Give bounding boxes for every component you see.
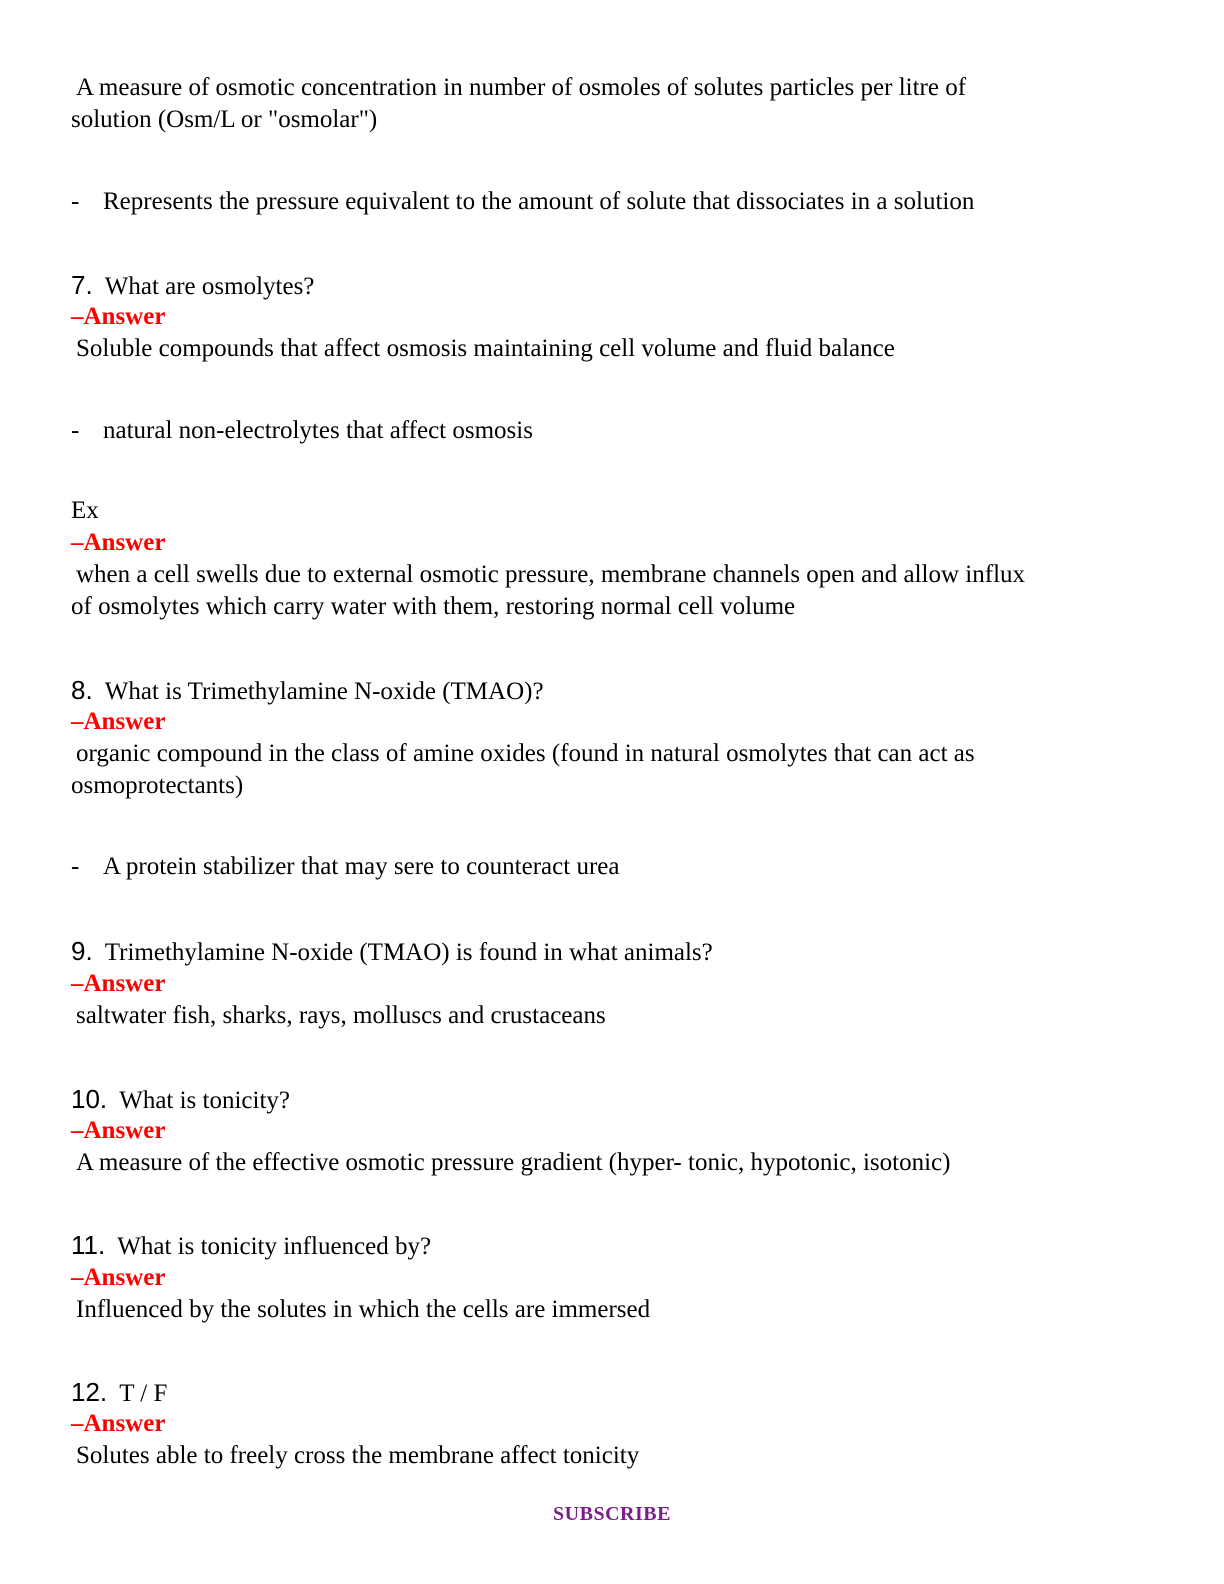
answer-label: –Answer: [71, 303, 166, 330]
q8-bullet-text: A protein stabilizer that may sere to counteract urea: [103, 853, 620, 880]
subscribe-link[interactable]: SUBSCRIBE: [553, 1503, 671, 1525]
bullet-dash: -: [71, 188, 80, 215]
answer-text: A measure of the effective osmotic pressure gradient (hyper- tonic, hypotonic, isotonic): [76, 1149, 951, 1176]
question-text: What is tonicity influenced by?: [117, 1233, 432, 1260]
intro-text-line1: A measure of osmotic concentration in number of osmoles of solutes particles per litre of: [76, 74, 967, 101]
answer-text: Soluble compounds that affect osmosis maintaining cell volume and fluid balance: [76, 335, 895, 362]
question-text: What is tonicity?: [119, 1087, 291, 1114]
q8-bullet: [71, 851, 619, 883]
q7-bullet-text: natural non-electrolytes that affect osmosis: [103, 417, 533, 444]
question-text: Trimethylamine N-oxide (TMAO) is found in what animals?: [104, 939, 713, 966]
bullet-dash: -: [71, 853, 80, 880]
answer-label: –Answer: [71, 1410, 166, 1437]
example-answer-line1: when a cell swells due to external osmotic pressure, membrane channels open and allow influx: [76, 561, 1026, 588]
question-number: 7.: [71, 270, 93, 300]
question-text: What are osmolytes?: [104, 273, 315, 300]
question-7: [71, 269, 314, 303]
question-10: [71, 1083, 290, 1117]
intro-text-line2: solution (Osm/L or "osmolar"): [71, 106, 378, 133]
intro-bullet: [71, 186, 974, 218]
question-number: 11.: [71, 1230, 106, 1260]
answer-text: saltwater fish, sharks, rays, molluscs and crustaceans: [76, 1002, 606, 1029]
question-12: [71, 1376, 167, 1410]
example-answer-line2: of osmolytes which carry water with them, restoring normal cell volume: [71, 593, 796, 620]
bullet-dash: -: [71, 417, 80, 444]
question-text: T / F: [119, 1380, 168, 1407]
example-label: Ex: [71, 497, 99, 524]
answer-label: –Answer: [71, 970, 166, 997]
question-9: [71, 935, 713, 969]
q7-bullet: [71, 415, 533, 447]
answer-label: –Answer: [71, 1117, 166, 1144]
question-number: 12.: [71, 1377, 108, 1407]
answer-label: –Answer: [71, 1264, 166, 1291]
question-number: 10.: [71, 1084, 108, 1114]
intro-bullet-text: Represents the pressure equivalent to the amount of solute that dissociates in a solution: [103, 188, 975, 215]
answer-label: –Answer: [71, 529, 166, 556]
answer-label: –Answer: [71, 708, 166, 735]
question-number: 8.: [71, 675, 93, 705]
answer-text: Solutes able to freely cross the membrane affect tonicity: [76, 1442, 640, 1469]
question-text: What is Trimethylamine N-oxide (TMAO)?: [104, 678, 544, 705]
question-11: [71, 1229, 431, 1263]
answer-text-line2: osmoprotectants): [71, 772, 244, 799]
question-number: 9.: [71, 936, 93, 966]
answer-text-line1: organic compound in the class of amine oxides (found in natural osmolytes that can act as: [76, 740, 975, 767]
question-8: [71, 674, 544, 708]
answer-text: Influenced by the solutes in which the cells are immersed: [76, 1296, 651, 1323]
